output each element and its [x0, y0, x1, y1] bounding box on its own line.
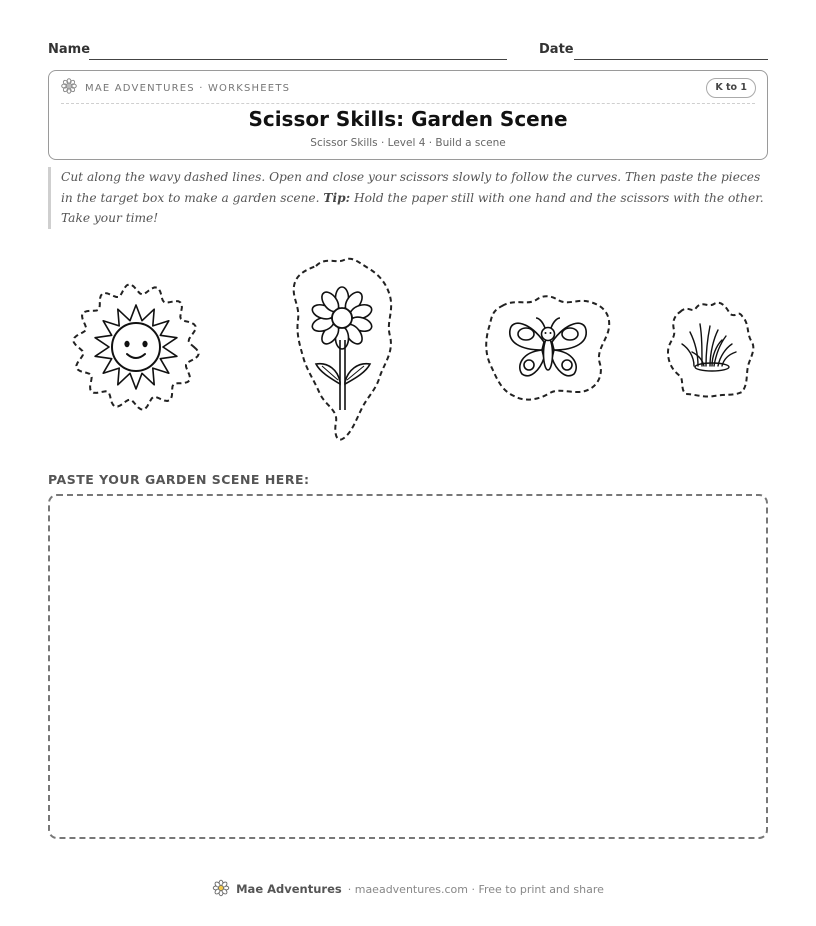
- paste-area[interactable]: [48, 494, 768, 839]
- name-label: Name: [48, 42, 91, 57]
- sun-cutout[interactable]: [70, 280, 202, 414]
- grade-badge: K to 1: [706, 78, 756, 98]
- instructions-text: Cut along the wavy dashed lines. Open and close your scissors slowly to follow the curves. Then paste the pieces in the target box to make a garden scene.: [61, 170, 761, 205]
- worksheet-header: [48, 70, 768, 160]
- cut-line: [668, 303, 753, 397]
- sun-icon: [95, 305, 177, 389]
- card-divider: [61, 103, 755, 104]
- worksheet-title: Scissor Skills: Garden Scene: [248, 107, 568, 131]
- brand-row: [61, 80, 290, 96]
- name-date-row: [48, 40, 768, 62]
- brand-text: MAE ADVENTURES · WORKSHEETS: [85, 82, 291, 94]
- tip-text: Hold the paper still with one hand and the scissors with the other. Take your time!: [61, 190, 764, 225]
- grass-cutout[interactable]: [666, 300, 756, 398]
- footer-brand: Mae Adventures: [236, 882, 342, 896]
- footer-text: · maeadventures.com · Free to print and share: [347, 882, 604, 896]
- flower-cutout[interactable]: [286, 256, 396, 444]
- flower-icon: [61, 78, 77, 98]
- tip-label: Tip:: [323, 190, 351, 205]
- worksheet-subtitle: Scissor Skills · Level 4 · Build a scene: [310, 137, 506, 149]
- date-label: Date: [539, 42, 574, 57]
- paste-label: PASTE YOUR GARDEN SCENE HERE:: [48, 472, 310, 487]
- butterfly-icon: [510, 318, 586, 376]
- name-field[interactable]: [89, 59, 507, 60]
- footer: [0, 879, 816, 899]
- instructions: [48, 167, 768, 229]
- butterfly-cutout[interactable]: [482, 292, 614, 404]
- flower-icon: [212, 879, 236, 900]
- grass-icon: [682, 324, 736, 371]
- date-field[interactable]: [574, 59, 768, 60]
